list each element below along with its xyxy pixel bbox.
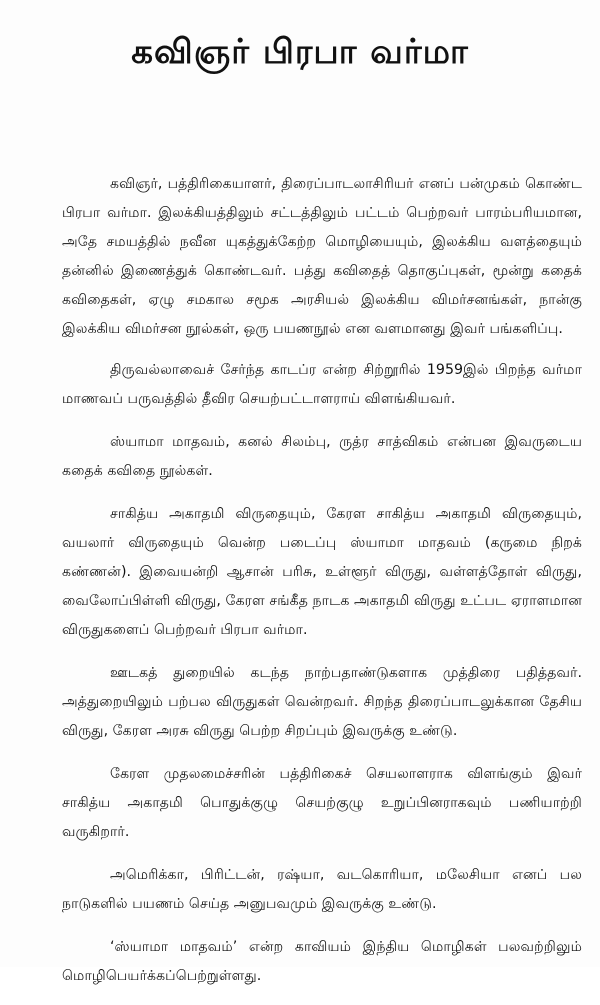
- paragraph-media-career: ஊடகத் துறையில் கடந்த நாற்பதாண்டுகளாக முத்திரை பதித்தவர். அத்துறையிலும் பற்பல விருதுகள் வென்றவர். சிறந்த திரைப்பாடலுக்கான தேசிய விருது, கேரள அரசு விருது பெற்ற சிறப்பும் இவருக்கு உண்டு.: [62, 665, 582, 739]
- paragraph-current-role: கேரள முதலமைச்சரின் பத்திரிகைச் செயலாளராக விளங்கும் இவர் சாகித்ய அகாதமி பொதுக்குழு செயற்குழு உறுப்பினராகவும் பணியாற்றி வருகிறார்.: [62, 766, 582, 840]
- document-body: [62, 170, 582, 1005]
- paragraph-introduction: கவிஞர், பத்திரிகையாளர், திரைப்பாடலாசிரியர் எனப் பன்முகம் கொண்ட பிரபா வர்மா. இலக்கியத்திலும் சட்டத்திலும் பட்டம் பெற்றவர் பாரம்பரியமான, அதே சமயத்தில் நவீன யுகத்துக்கேற்ற மொழியையும், இலக்கிய வளத்தையும் தன்னில் இணைத்துக் கொண்டவர். பத்து கவிதைத் தொகுப்புகள், மூன்று கதைக் கவிதைகள், ஏழு சமகால சமூக அரசியல் இலக்கிய விமர்சனங்கள், நான்கு இலக்கிய விமர்சன நூல்கள், ஒரு பயணநூல் என வளமானது இவர் பங்களிப்பு.: [62, 176, 582, 337]
- paragraph-translations: ‘ஸ்யாமா மாதவம்’ என்ற காவியம் இந்திய மொழிகள் பலவற்றிலும் மொழிபெயர்க்கப்பெற்றுள்ளது.: [62, 939, 582, 984]
- paragraph-awards: சாகித்ய அகாதமி விருதையும், கேரள சாகித்ய அகாதமி விருதையும், வயலார் விருதையும் வென்ற படைப்பு ஸ்யாமா மாதவம் (கருமை நிறக் கண்ணன்). இவையன்றி ஆசான் பரிசு, உள்ளூர் விருது, வள்ளத்தோள் விருது, வைலோப்பிள்ளி விருது, கேரள சங்கீத நாடக அகாதமி விருது உட்பட ஏராளமான விருதுகளைப் பெற்றவர் பிரபா வர்மா.: [62, 506, 582, 638]
- paragraph-story-poems: ஸ்யாமா மாதவம், கனல் சிலம்பு, ருத்ர சாத்விகம் என்பன இவருடைய கதைக் கவிதை நூல்கள்.: [62, 434, 582, 479]
- paragraph-travels: அமெரிக்கா, பிரிட்டன், ரஷ்யா, வடகொரியா, மலேசியா எனப் பல நாடுகளில் பயணம் செய்த அனுபவமும் இவருக்கு உண்டு.: [62, 867, 582, 912]
- paragraph-birth: திருவல்லாவைச் சேர்ந்த காடப்ர என்ற சிற்றூரில் 1959இல் பிறந்த வர்மா மாணவப் பருவத்தில் தீவிர செயற்பட்டாளராய் விளங்கியவர்.: [62, 362, 582, 407]
- page-title: கவிஞர் பிரபா வர்மா: [131, 32, 469, 72]
